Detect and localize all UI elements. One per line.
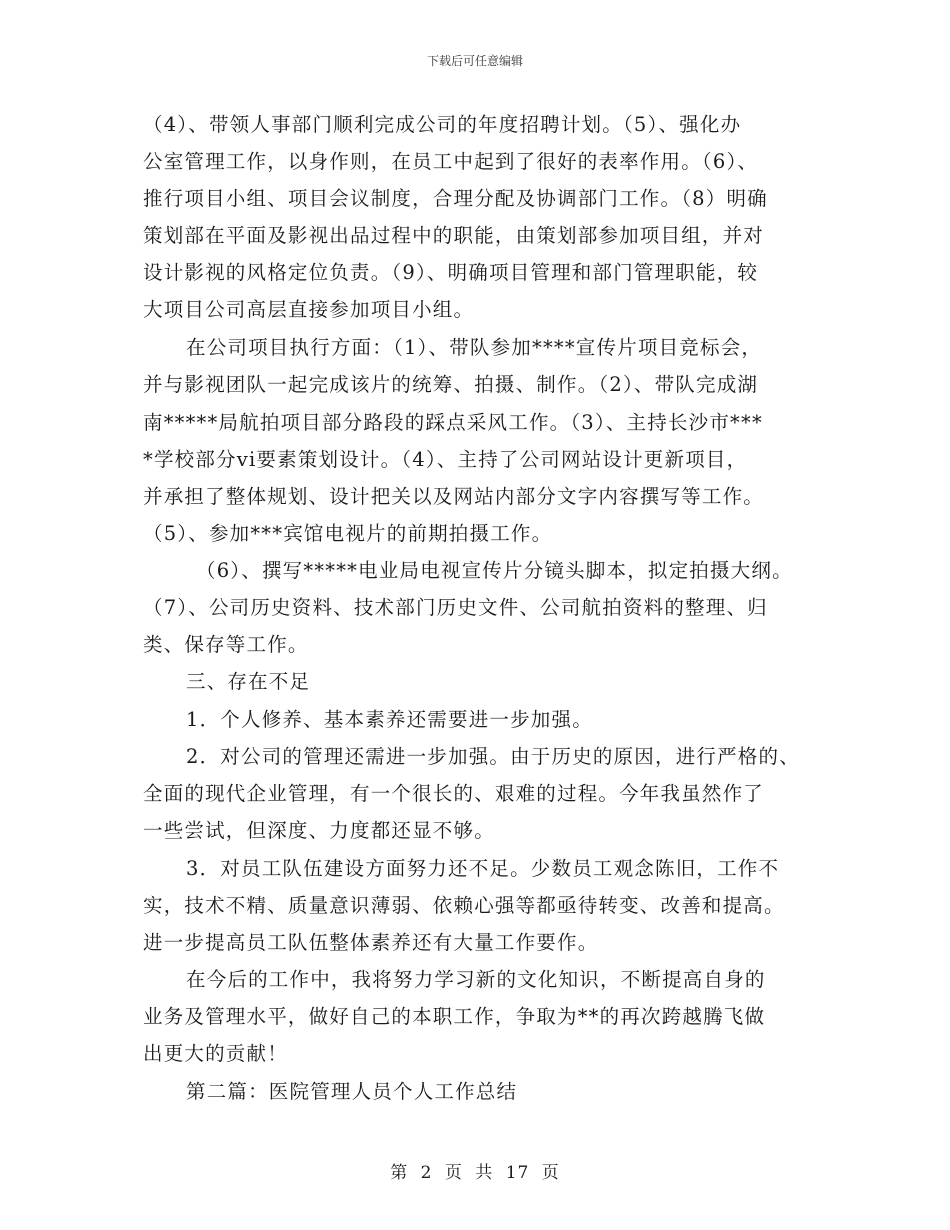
section-heading: 第二篇：医院管理人员个人工作总结: [186, 1080, 518, 1103]
text-line: 实，技术不精、质量意识薄弱、依赖心强等都亟待转变、改善和提高。: [143, 894, 785, 917]
text-line: （4）、带领人事部门顺利完成公司的年度招聘计划。（5）、强化办: [143, 113, 742, 136]
text-line: 并与影视团队一起完成该片的统筹、拍摄、制作。（2）、带队完成湖: [143, 373, 759, 396]
text-line: （6）、撰写*****电业局电视宣传片分镜头脚本，拟定拍摄大纲。: [196, 559, 793, 582]
text-line: 1．个人修养、基本素养还需要进一步加强。: [186, 708, 593, 731]
text-line: 南*****局航拍项目部分路段的踩点采风工作。（3）、主持长沙市***: [143, 411, 763, 434]
text-line: 策划部在平面及影视出品过程中的职能，由策划部参加项目组，并对: [143, 224, 765, 247]
text-line: 3．对员工队伍建设方面努力还不足。少数员工观念陈旧，工作不: [186, 857, 780, 880]
text-line: 公室管理工作，以身作则，在员工中起到了很好的表率作用。（6）、: [143, 150, 759, 173]
text-line: 2．对公司的管理还需进一步加强。由于历史的原因，进行严格的、: [186, 745, 800, 768]
text-line: 进一步提高员工队伍整体素养还有大量工作要作。: [143, 931, 599, 954]
text-line: 一些尝试，但深度、力度都还显不够。: [143, 819, 495, 842]
text-line: （7）、公司历史资料、技术部门历史文件、公司航拍资料的整理、归: [143, 596, 768, 619]
text-line: 出更大的贡献！: [143, 1042, 288, 1065]
text-line: 推行项目小组、项目会议制度，合理分配及协调部门工作。（8）明确: [143, 187, 768, 210]
page-number: 第 2 页 共 17 页: [390, 1163, 560, 1183]
text-line: 类、保存等工作。: [143, 633, 309, 656]
text-line: 大项目公司高层直接参加项目小组。: [143, 298, 475, 321]
text-line: 在公司项目执行方面：（1）、带队参加****宣传片项目竞标会，: [186, 336, 763, 359]
text-line: *学校部分vi要素策划设计。（4）、主持了公司网站设计更新项目，: [143, 448, 748, 471]
text-line: 并承担了整体规划、设计把关以及网站内部分文字内容撰写等工作。: [143, 485, 765, 508]
text-line: （5）、参加***宾馆电视片的前期拍摄工作。: [143, 522, 553, 545]
text-line: 全面的现代企业管理，有一个很长的、艰难的过程。今年我虽然作了: [143, 782, 765, 805]
download-note: 下载后可任意编辑: [426, 54, 523, 68]
text-line: 业务及管理水平，做好自己的本职工作，争取为**的再次跨越腾飞做: [143, 1005, 766, 1028]
text-line: 在今后的工作中，我将努力学习新的文化知识，不断提高自身的: [186, 968, 766, 991]
section-heading: 三、存在不足: [186, 670, 311, 693]
text-line: 设计影视的风格定位负责。（9）、明确项目管理和部门管理职能，较: [143, 261, 759, 284]
